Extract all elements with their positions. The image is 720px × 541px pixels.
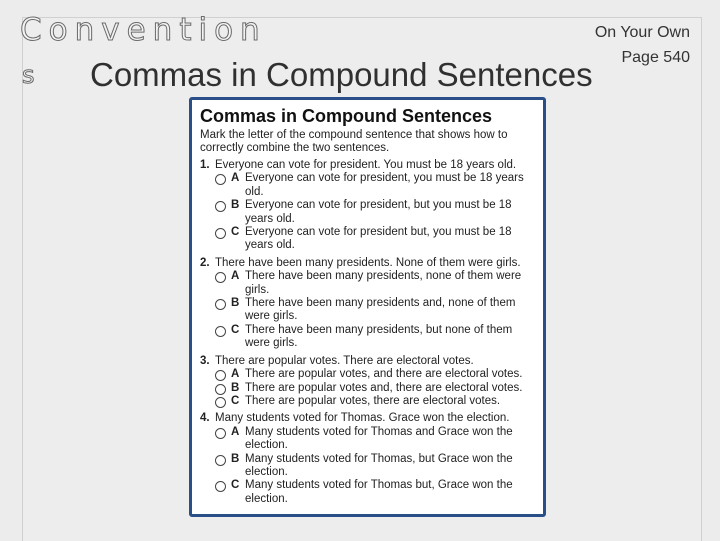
section-heading-wrap: s — [22, 61, 35, 89]
question-prompt-line — [200, 159, 535, 172]
answer-bubble-icon — [215, 228, 226, 239]
question-prompt: There are popular votes. There are electoral votes. — [215, 354, 474, 367]
question-prompt-line — [200, 257, 535, 270]
option-text: Everyone can vote for president, you must be 18 years old. — [245, 172, 524, 198]
answer-option — [200, 368, 535, 381]
source-label: On Your Own — [594, 24, 690, 41]
option-text: There are popular votes, and there are electoral votes. — [245, 368, 523, 381]
answer-bubble-icon — [215, 174, 226, 185]
answer-option — [200, 453, 535, 480]
source-reference — [595, 22, 690, 69]
option-letter: B — [231, 452, 240, 465]
worksheet-title: Commas in Compound Sentences — [200, 106, 493, 126]
answer-bubble-icon — [215, 272, 226, 283]
option-letter: C — [231, 226, 240, 239]
option-text: There have been many presidents, none of them were girls. — [245, 270, 522, 296]
question-number: 2. — [200, 256, 210, 269]
option-letter: A — [231, 368, 240, 381]
option-letter: B — [231, 199, 240, 212]
question-item — [200, 355, 535, 409]
option-letter: C — [231, 479, 240, 492]
answer-bubble-icon — [215, 481, 226, 492]
question-prompt-line — [200, 355, 535, 368]
question-item — [200, 257, 535, 351]
answer-option — [200, 382, 535, 395]
answer-option — [200, 297, 535, 324]
option-letter: A — [231, 172, 240, 185]
option-letter: C — [231, 323, 240, 336]
answer-option — [200, 226, 535, 253]
page-reference: Page 540 — [621, 49, 690, 66]
worksheet-instructions: Mark the letter of the compound sentence that shows how to correctly combine the two sentences. — [200, 129, 508, 154]
option-text: There are popular votes, there are electoral votes. — [245, 394, 501, 407]
option-text: There are popular votes and, there are electoral votes. — [245, 381, 523, 394]
option-text: Everyone can vote for president, but you must be 18 years old. — [245, 199, 512, 225]
option-text: Many students voted for Thomas and Grace won the election. — [245, 425, 513, 452]
option-letter: A — [231, 425, 240, 438]
section-heading: Convention — [20, 12, 267, 48]
answer-bubble-icon — [215, 397, 226, 408]
slide-title: Commas in Compound Sentences — [90, 56, 593, 93]
answer-bubble-icon — [215, 455, 226, 466]
answer-bubble-icon — [215, 201, 226, 212]
question-prompt: There have been many presidents. None of them were girls. — [215, 256, 521, 269]
option-letter: C — [231, 394, 240, 407]
question-number: 1. — [200, 159, 210, 171]
answer-bubble-icon — [215, 384, 226, 395]
answer-option — [200, 479, 535, 506]
question-prompt: Many students voted for Thomas. Grace won the election. — [215, 412, 510, 425]
question-number: 3. — [200, 354, 210, 367]
option-text: There have been many presidents and, none of them were girls. — [245, 297, 516, 323]
answer-option — [200, 324, 535, 351]
option-letter: A — [231, 270, 240, 283]
answer-bubble-icon — [215, 299, 226, 310]
answer-bubble-icon — [215, 326, 226, 337]
question-item — [200, 159, 535, 253]
answer-option — [200, 395, 535, 408]
answer-option — [200, 270, 535, 297]
answer-bubble-icon — [215, 370, 226, 381]
question-prompt-line — [200, 412, 535, 425]
answer-option — [200, 426, 535, 453]
option-letter: B — [231, 297, 240, 310]
answer-option — [200, 199, 535, 226]
question-number: 4. — [200, 412, 210, 425]
answer-option — [200, 172, 535, 199]
worksheet-image — [189, 97, 546, 517]
option-text: Many students voted for Thomas, but Grace won the election. — [245, 452, 513, 478]
question-prompt: Everyone can vote for president. You must be 18 years old. — [215, 159, 517, 171]
option-text: Everyone can vote for president but, you must be 18 years old. — [245, 226, 512, 252]
question-item — [200, 412, 535, 506]
question-list — [200, 159, 535, 506]
option-letter: B — [231, 381, 240, 394]
answer-bubble-icon — [215, 428, 226, 439]
option-text: Many students voted for Thomas but, Grace won the election. — [245, 479, 513, 505]
option-text: There have been many presidents, but none of them were girls. — [245, 323, 513, 350]
